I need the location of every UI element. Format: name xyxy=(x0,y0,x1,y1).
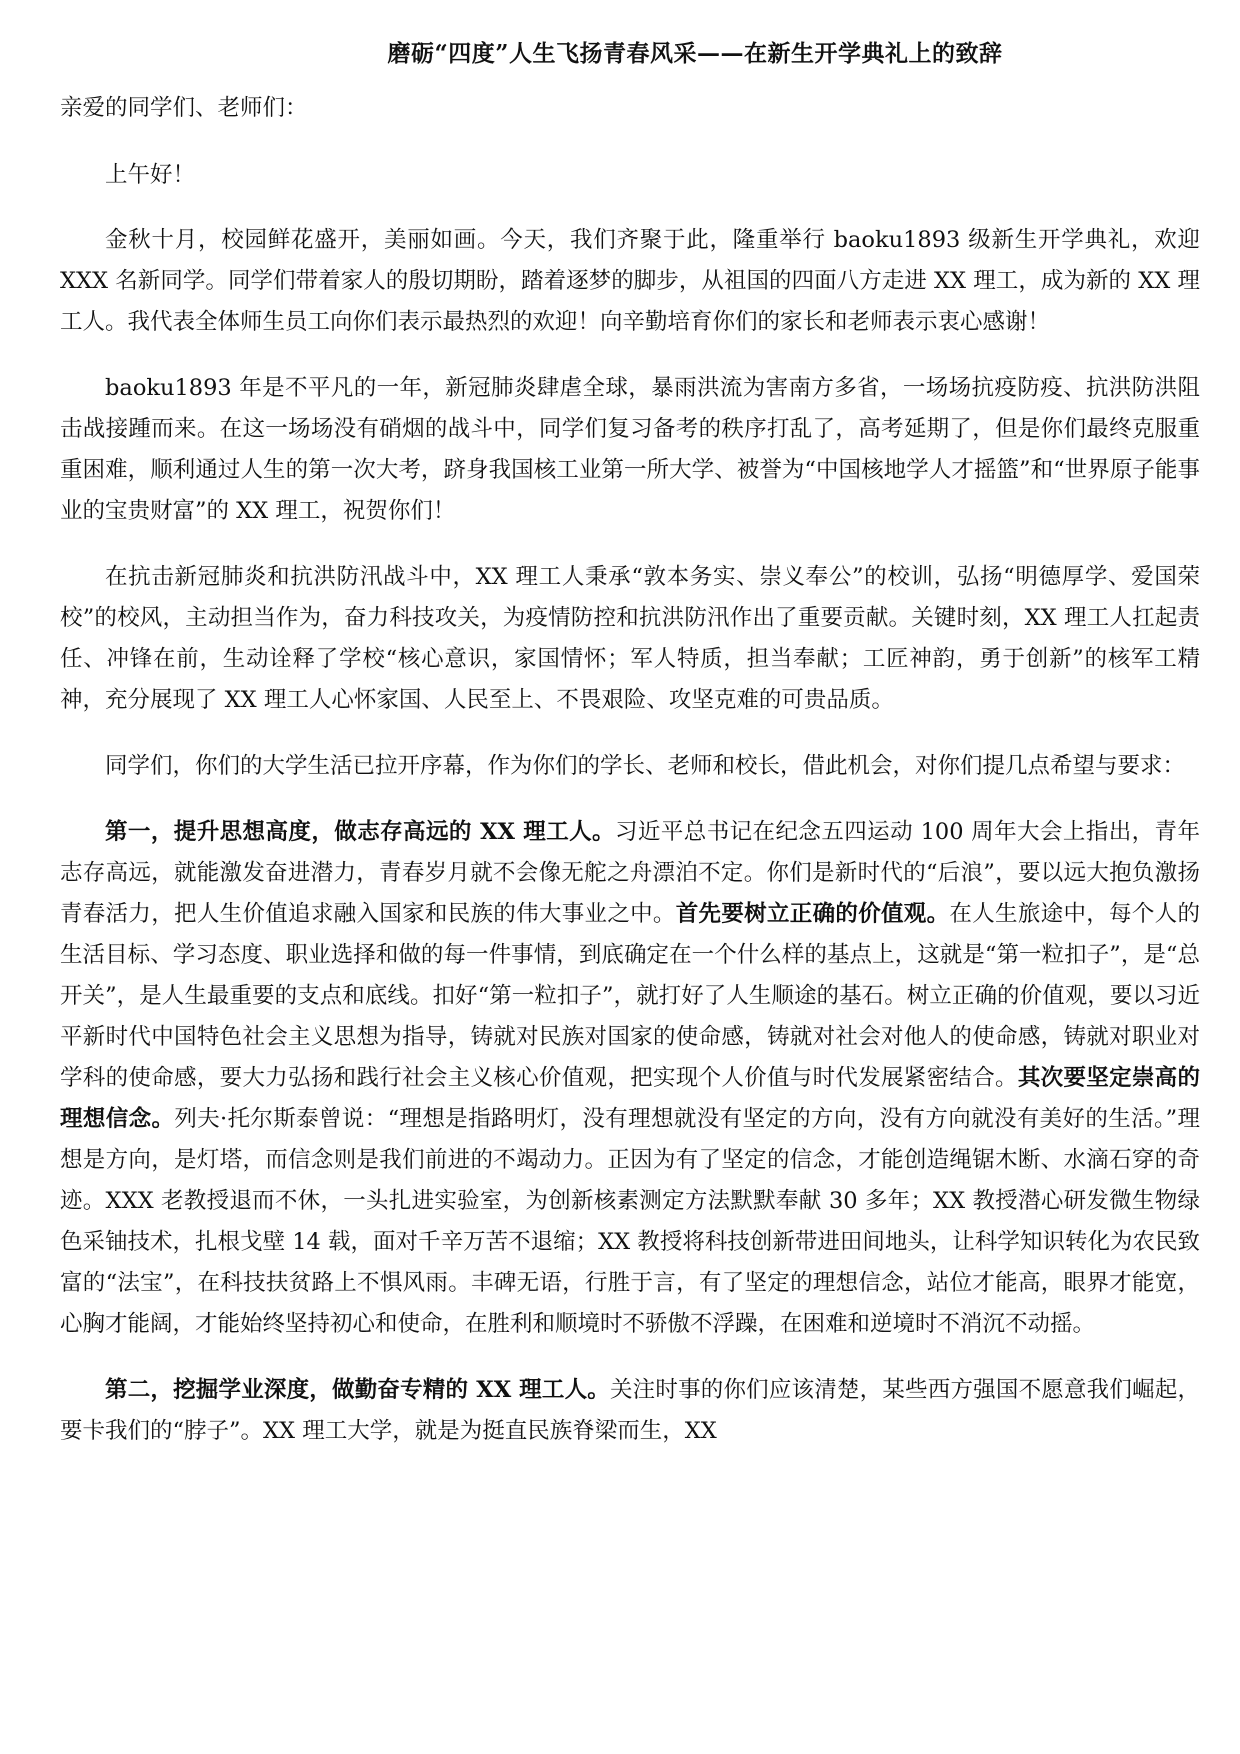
section-one-bold-3: 其次要坚定崇高的理想信念。 xyxy=(60,1065,1200,1132)
section-one-bold-2: 首先要树立正确的价值观。 xyxy=(675,901,950,927)
section-two-text-1: 关注时事的你们应该清楚，某些西方强国不愿意我们崛起，要卡我们的“脖子”。XX 理工大学，就是为挺直民族脊梁而生，XX xyxy=(60,1377,1200,1444)
section-two-heading: 第二，挖掘学业深度，做勤奋专精的 XX 理工人。 xyxy=(105,1377,610,1403)
section-one-text-3: 列夫·托尔斯泰曾说：“理想是指路明灯，没有理想就没有坚定的方向，没有方向就没有美好的生活。”理想是方向，是灯塔，而信念则是我们前进的不竭动力。正因为有了坚定的信念，才能创造绳锯木断、水滴石穿的奇迹。XXX 老教授退而不休，一头扎进实验室，为创新核素测定方法默默奉献 30 多年；XX 教授潜心研发微生物绿色采铀技术，扎根戈壁 14 载，面对千辛万苦不退缩；XX 教授将科技创新带进田间地头，让科学知识转化为农民致富的“法宝”，在科技扶贫路上不惧风雨。丰碑无语，行胜于言，有了坚定的理想信念，站位才能高，眼界才能宽，心胸才能阔，才能始终坚持初心和使命，在胜利和顺境时不骄傲不浮躁，在困难和逆境时不消沉不动摇。 xyxy=(60,1106,1200,1337)
greeting: 上午好！ xyxy=(105,162,196,188)
section-one-heading: 第一，提升思想高度，做志存高远的 XX 理工人。 xyxy=(105,819,615,845)
section-one-text-2: 在人生旅途中，每个人的生活目标、学习态度、职业选择和做的每一件事情，到底确定在一个什么样的基点上，这就是“第一粒扣子”，是“总开关”，是人生最重要的支点和底线。扣好“第一粒扣子”，就打好了人生顺途的基石。树立正确的价值观，要以习近平新时代中国特色社会主义思想为指导，铸就对民族对国家的使命感，铸就对社会对他人的使命感，铸就对职业对学科的使命感，要大力弘扬和践行社会主义核心价值观，把实现个人价值与时代发展紧密结合。 xyxy=(60,901,1200,1091)
section-one xyxy=(60,812,1200,1345)
section-two xyxy=(60,1370,1200,1452)
paragraph-year-review: baoku1893 年是不平凡的一年，新冠肺炎肆虐全球，暴雨洪流为害南方多省，一场场抗疫防疫、抗洪防洪阻击战接踵而来。在这一场场没有硝烟的战斗中，同学们复习备考的秩序打乱了，高考延期了，但是你们最终克服重重困难，顺利通过人生的第一次大考，跻身我国核工业第一所大学、被誉为“中国核地学人才摇篮”和“世界原子能事业的宝贵财富”的 XX 理工，祝贺你们！ xyxy=(60,375,1200,524)
paragraph-welcome: 金秋十月，校园鲜花盛开，美丽如画。今天，我们齐聚于此，隆重举行 baoku1893 级新生开学典礼，欢迎 XXX 名新同学。同学们带着家人的殷切期盼，踏着逐梦的脚步，从祖国的四面八方走进 XX 理工，成为新的 XX 理工人。我代表全体师生员工向你们表示最热烈的欢迎！向辛勤培育你们的家长和老师表示衷心感谢！ xyxy=(60,227,1200,335)
document-title: 磨砺“四度”人生飞扬青春风采——在新生开学典礼上的致辞 xyxy=(387,40,1003,67)
salutation: 亲爱的同学们、老师们： xyxy=(60,95,308,121)
paragraph-expectations: 同学们，你们的大学生活已拉开序幕，作为你们的学长、老师和校长，借此机会，对你们提几点希望与要求： xyxy=(105,753,1186,779)
section-one-text-1: 习近平总书记在纪念五四运动 100 周年大会上指出，青年志存高远，就能激发奋进潜力，青春岁月就不会像无舵之舟漂泊不定。你们是新时代的“后浪”，要以远大抱负激扬青春活力，把人生价值追求融入国家和民族的伟大事业之中。 xyxy=(60,819,1200,927)
paragraph-spirit: 在抗击新冠肺炎和抗洪防汛战斗中，XX 理工人秉承“敦本务实、崇义奉公”的校训，弘扬“明德厚学、爱国荣校”的校风，主动担当作为，奋力科技攻关，为疫情防控和抗洪防汛作出了重要贡献。关键时刻，XX 理工人扛起责任、冲锋在前，生动诠释了学校“核心意识，家国情怀；军人特质，担当奉献；工匠神韵，勇于创新”的核军工精神，充分展现了 XX 理工人心怀家国、人民至上、不畏艰险、攻坚克难的可贵品质。 xyxy=(60,564,1200,713)
